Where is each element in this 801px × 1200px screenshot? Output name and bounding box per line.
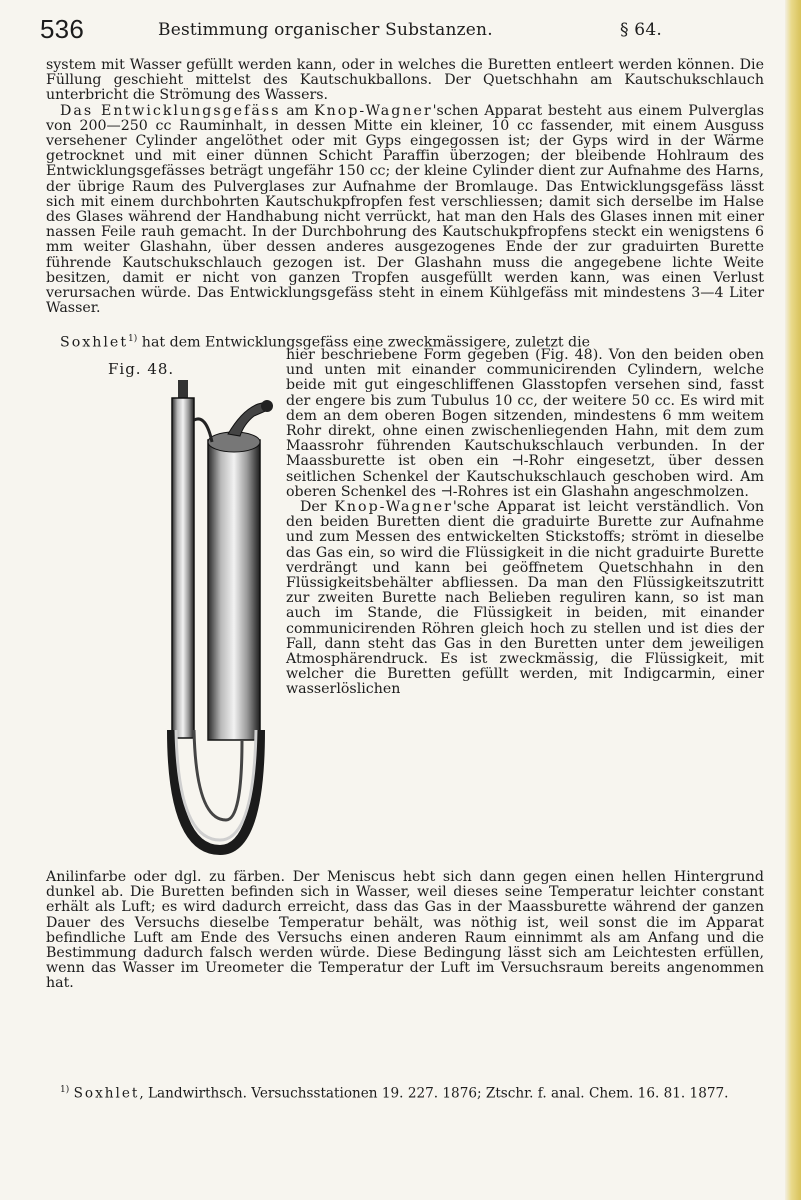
page-edge — [785, 0, 801, 1200]
page-number: 536 — [40, 14, 84, 44]
author-soxhlet: Soxhlet — [60, 334, 129, 351]
author-knop-wagner-2: Knop-Wagner — [334, 499, 453, 516]
paragraph-4-prefix: Der — [300, 499, 327, 516]
paragraph-2-text: 'schen Apparat besteht aus einem Pulverglas von 200—250 cc Rauminhalt, in dessen Mitte ein kleiner, 10 cc fassender, mit einem Ausguss versehener Cylinder angelöthet oder mit Gyps eingegossen ist; der Gyps wird in der Wärme getrocknet und mit einer dünnen Schicht Paraffin überzogen; der bleibende Hohlraum des Entwicklungsgefässes beträgt ungefähr 150 cc; der kleine Cylinder dient zur Aufnahme des Harns, der übrige Raum des Pulverglases zur Aufnahme der Bromlauge. Das Entwicklungsgefäss lässt sich mit einem durchbohrten Kautschukpfropfen fest verschliessen; damit sich derselbe im Halse des Glases während der Handhabung nicht verrückt, hat man den Hals des Glases innen mit einer nassen Feile rauh gemacht. In der Durchbohrung des Kautschukpfropfens steckt ein wenigstens 6 mm weiter Glashahn, über dessen anderes ausgezogenes Ende der zur graduirten Burette führende Kautschukschlauch gezogen ist. Der Glashahn muss die angegebene lichte Weite besitzen, damit er nicht von ganzen Tropfen ausgefüllt werden kann, was einen Verlust verursachen würde. Das Entwicklungsgefäss steht in einem Kühlgefäss mit mindestens 3—4 Liter Wasser. — [46, 102, 765, 317]
narrow-cylinder — [172, 398, 194, 738]
footnote-ref: 1) — [128, 334, 138, 344]
footnote-author: Soxhlet — [73, 1085, 140, 1102]
paragraph-4-continuation: Anilinfarbe oder dgl. zu färben. Der Meniscus hebt sich dann gegen einen hellen Hintergrund dunkel ab. Die Buretten befinden sich in Wasser, weil dieses seine Temperatur leichter constant erhält als Luft; es wird dadurch erreicht, dass das Gas in der Maassburette während der ganzen Dauer des Versuchs dieselbe Temperatur behält, was nöthig ist, weil sonst die im Apparat befindliche Luft am Ende des Versuchs einen anderen Raum einnimmt als am Anfang und die Bestimmung dadurch falsch werden würde. Diese Bedingung lässt sich am Leichtesten erfüllen, wenn das Wasser im Ureometer die Temperatur der Luft im Versuchsraum bereits angenommen hat. — [46, 869, 764, 992]
paragraph-4-text: 'sche Apparat ist leicht verständlich. Von den beiden Buretten dient die graduirte Burette zur Aufnahme und zum Messen des entwickelten Stickstoffs; strömt in dieselbe das Gas ein, so wird die Flüssigkeit in die nicht graduirte Burette verdrängt und kann bei geöffnetem Quetschhahn in den Flüssigkeitsbehälter abfliessen. Da man den Flüssigkeitszutritt zur zweiten Burette nach Belieben reguliren kann, so ist man auch im Stande, die Flüssigkeit in beiden, mit einander communicirenden Röhren gleich hoch zu stellen und ist dies der Fall, dann steht das Gas in den Buretten unter dem jeweiligen Atmosphärendruck. Es ist zweckmässig, die Flüssigkeit, mit welcher die Buretten gefüllt werden, mit Indigcarmin, einer wasserlöslichen — [286, 499, 765, 698]
author-knop-wagner: Knop-Wagner — [314, 102, 433, 119]
running-head: Bestimmung organischer Substanzen. — [158, 20, 493, 40]
wrap-paragraph: hier beschriebene Form gegeben (Fig. 48). Von den beiden oben und unten mit einander communicirenden Cylindern, welche beide mit gut eingeschliffenen Glasstopfen versehen sind, fasst der engere bis zum Tubulus 10 cc, der weitere 50 cc. Es wird mit dem an dem oberen Bogen sitzenden, mindestens 6 mm weitem Rohr direkt, ohne einen zwischenliegenden Hahn, mit dem zum Maassrohr führenden Kautschukschlauch verbunden. In der Maassburette ist oben ein ⊣-Rohr eingesetzt, über dessen seitlichen Schenkel der Kautschukschlauch geschoben wird. Am oberen Schenkel des ⊣-Rohres ist ein Glashahn angeschmolzen. — [286, 347, 764, 500]
paragraph-4 — [286, 500, 764, 698]
figure-wrap-column — [286, 348, 764, 698]
section-number: § 64. — [620, 20, 662, 40]
figure-48-apparatus — [150, 380, 280, 865]
footnote-marker: 1) — [60, 1085, 70, 1095]
paragraph-2: Das Entwicklungsgefäss am Knop-Wagner'schen Apparat besteht aus einem Pulverglas von 200—250 cc Rauminhalt, in dessen Mitte ein kleiner, 10 cc fassender, mit einem Ausguss versehener Cylinder angelöthet oder mit Gyps eingegossen ist; der Gyps wird in der Wärme getrocknet und mit einer dünnen Schicht Paraffin überzogen; der bleibende Hohlraum des Entwicklungsgefässes beträgt ungefähr 150 cc; der kleine Cylinder dient zur Aufnahme des Harns, der übrige Raum des Pulverglases zur Aufnahme der Bromlauge. Das Entwicklungsgefäss lässt sich mit einem durchbohrten Kautschukpfropfen fest verschliessen; damit sich derselbe im Halse des Glases während der Handhabung nicht verrückt, hat man den Hals des Glases innen mit einer nassen Feile rauh gemacht. In der Durchbohrung des Kautschukpfropfens steckt ein wenigstens 6 mm weiter Glashahn, über dessen anderes ausgezogenes Ende der zur graduirten Burette führende Kautschukschlauch gezogen ist. Der Glashahn muss die angegebene lichte Weite besitzen, damit er nicht von ganzen Tropfen ausgefüllt werden kann, was einen Verlust verursachen würde. Das Entwicklungsgefäss steht in einem Kühlgefäss mit mindestens 3—4 Liter Wasser. — [46, 102, 765, 317]
page-header — [40, 14, 740, 50]
footnote-text: , Landwirthsch. Versuchsstationen 19. 227. 1876; Ztschr. f. anal. Chem. 16. 81. 1877. — [139, 1085, 729, 1102]
term-entwicklungsgefaess: Das Entwicklungsgefäss — [60, 102, 281, 119]
figure-label: Fig. 48. — [108, 360, 175, 378]
wide-cylinder — [208, 440, 260, 740]
footnote — [46, 1083, 764, 1102]
paragraph-3-lead-text: hat dem Entwicklungsgefäss eine zweckmässigere, zuletzt die — [137, 334, 591, 351]
paragraph-continuation — [46, 58, 764, 316]
paragraph-1-text: system mit Wasser gefüllt werden kann, oder in welches die Buretten entleert werden können. Die Füllung geschieht mittelst des Kautschukballons. Der Quetschhahn am Kautschukschlauch unterbricht die Strömung des Wassers. — [46, 57, 764, 104]
left-stopper — [178, 380, 188, 400]
